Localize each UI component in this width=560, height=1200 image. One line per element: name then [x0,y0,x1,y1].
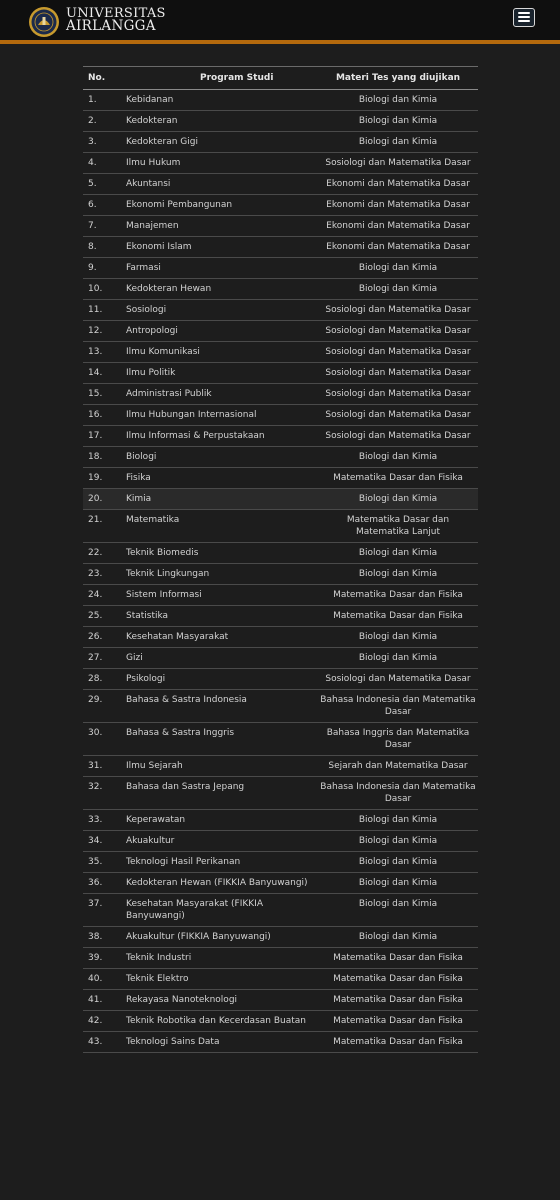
program-name: Kimia [122,489,318,510]
table-row [83,969,478,990]
test-subjects: Sosiologi dan Matematika Dasar [318,669,478,690]
row-number: 16. [83,405,122,426]
row-number: 12. [83,321,122,342]
table-row [83,468,478,489]
university-name[interactable] [66,8,166,32]
test-subjects: Matematika Dasar dan Fisika [318,990,478,1011]
row-number: 34. [83,831,122,852]
row-number: 4. [83,153,122,174]
program-name: Antropologi [122,321,318,342]
program-name: Ekonomi Pembangunan [122,195,318,216]
table-row [83,216,478,237]
test-subjects: Sosiologi dan Matematika Dasar [318,363,478,384]
program-name: Biologi [122,447,318,468]
row-number: 15. [83,384,122,405]
program-name: Farmasi [122,258,318,279]
test-subjects: Matematika Dasar dan Fisika [318,1011,478,1032]
row-number: 6. [83,195,122,216]
table-row [83,447,478,468]
table-row [83,690,478,723]
test-subjects: Ekonomi dan Matematika Dasar [318,174,478,195]
test-subjects: Bahasa Inggris dan Matematika Dasar [318,723,478,756]
test-subjects: Biologi dan Kimia [318,564,478,585]
row-number: 14. [83,363,122,384]
test-subjects: Sosiologi dan Matematika Dasar [318,321,478,342]
table-row [83,948,478,969]
row-number: 37. [83,894,122,927]
row-number: 10. [83,279,122,300]
program-name: Teknik Elektro [122,969,318,990]
table-row [83,237,478,258]
test-subjects: Biologi dan Kimia [318,543,478,564]
table-row [83,990,478,1011]
table-row [83,852,478,873]
row-number: 9. [83,258,122,279]
table-row [83,153,478,174]
table-row [83,111,478,132]
program-name: Rekayasa Nanoteknologi [122,990,318,1011]
table-row [83,174,478,195]
row-number: 29. [83,690,122,723]
program-name: Bahasa dan Sastra Jepang [122,777,318,810]
test-subjects: Ekonomi dan Matematika Dasar [318,195,478,216]
column-header-no: No. [83,67,122,90]
test-subjects: Bahasa Indonesia dan Matematika Dasar [318,777,478,810]
program-name: Akuakultur [122,831,318,852]
table-row [83,810,478,831]
test-subjects: Sosiologi dan Matematika Dasar [318,405,478,426]
row-number: 40. [83,969,122,990]
test-subjects: Biologi dan Kimia [318,258,478,279]
row-number: 13. [83,342,122,363]
test-subjects: Sosiologi dan Matematika Dasar [318,426,478,447]
test-subjects: Biologi dan Kimia [318,279,478,300]
table-row [83,627,478,648]
brand-line-2: AIRLANGGA [66,18,156,34]
row-number: 5. [83,174,122,195]
table-row [83,426,478,447]
test-subjects: Biologi dan Kimia [318,852,478,873]
row-number: 35. [83,852,122,873]
table-row [83,756,478,777]
header-accent-line [0,40,560,44]
row-number: 7. [83,216,122,237]
program-name: Kedokteran Gigi [122,132,318,153]
row-number: 41. [83,990,122,1011]
program-name: Administrasi Publik [122,384,318,405]
test-subjects: Biologi dan Kimia [318,489,478,510]
program-name: Ilmu Sejarah [122,756,318,777]
table-header-row [83,67,478,90]
test-subjects: Biologi dan Kimia [318,648,478,669]
column-header-materi: Materi Tes yang diujikan [318,67,478,90]
row-number: 19. [83,468,122,489]
row-number: 2. [83,111,122,132]
test-subjects: Biologi dan Kimia [318,90,478,111]
test-subjects: Sosiologi dan Matematika Dasar [318,300,478,321]
program-name: Bahasa & Sastra Inggris [122,723,318,756]
test-subjects: Ekonomi dan Matematika Dasar [318,237,478,258]
table-row [83,258,478,279]
test-subjects: Matematika Dasar dan Fisika [318,1032,478,1053]
test-subjects: Biologi dan Kimia [318,831,478,852]
table-row [83,831,478,852]
table-row [83,363,478,384]
test-subjects: Biologi dan Kimia [318,627,478,648]
table-row [83,195,478,216]
program-name: Fisika [122,468,318,489]
test-subjects: Sosiologi dan Matematika Dasar [318,342,478,363]
table-row [83,510,478,543]
program-name: Manajemen [122,216,318,237]
table-row [83,777,478,810]
program-name: Sosiologi [122,300,318,321]
test-subjects: Biologi dan Kimia [318,447,478,468]
table-row [83,927,478,948]
table-body [83,90,478,1053]
table-row [83,90,478,111]
program-name: Teknik Lingkungan [122,564,318,585]
row-number: 18. [83,447,122,468]
test-subjects: Bahasa Indonesia dan Matematika Dasar [318,690,478,723]
hamburger-menu-icon-bar [518,16,530,18]
table-row [83,384,478,405]
table-row [83,723,478,756]
test-subjects: Biologi dan Kimia [318,927,478,948]
program-name: Kesehatan Masyarakat (FIKKIA Banyuwangi) [122,894,318,927]
test-subjects: Matematika Dasar dan Matematika Lanjut [318,510,478,543]
row-number: 38. [83,927,122,948]
table-row [83,279,478,300]
table-row [83,648,478,669]
row-number: 36. [83,873,122,894]
test-subjects: Sosiologi dan Matematika Dasar [318,384,478,405]
test-subjects: Matematika Dasar dan Fisika [318,468,478,489]
program-name: Teknik Biomedis [122,543,318,564]
program-name: Bahasa & Sastra Indonesia [122,690,318,723]
table-row [83,405,478,426]
table-row [83,1032,478,1053]
table-row [83,300,478,321]
row-number: 28. [83,669,122,690]
row-number: 21. [83,510,122,543]
row-number: 17. [83,426,122,447]
test-subjects: Sosiologi dan Matematika Dasar [318,153,478,174]
row-number: 26. [83,627,122,648]
row-number: 25. [83,606,122,627]
test-subject-table-container [83,66,478,1053]
test-subjects: Matematika Dasar dan Fisika [318,606,478,627]
test-subjects: Matematika Dasar dan Fisika [318,969,478,990]
table-row [83,606,478,627]
row-number: 33. [83,810,122,831]
program-name: Ilmu Komunikasi [122,342,318,363]
menu-button[interactable] [513,8,535,27]
column-header-program: Program Studi [122,67,318,90]
program-name: Kedokteran [122,111,318,132]
table-row [83,894,478,927]
test-subject-table [83,66,478,1053]
program-name: Teknik Industri [122,948,318,969]
test-subjects: Matematika Dasar dan Fisika [318,948,478,969]
program-name: Sistem Informasi [122,585,318,606]
row-number: 24. [83,585,122,606]
university-logo-icon[interactable] [28,6,60,38]
table-row [83,669,478,690]
row-number: 11. [83,300,122,321]
row-number: 20. [83,489,122,510]
table-row [83,585,478,606]
table-row [83,543,478,564]
test-subjects: Biologi dan Kimia [318,132,478,153]
program-name: Ilmu Hukum [122,153,318,174]
test-subjects: Ekonomi dan Matematika Dasar [318,216,478,237]
program-name: Keperawatan [122,810,318,831]
row-number: 42. [83,1011,122,1032]
program-name: Akuntansi [122,174,318,195]
row-number: 43. [83,1032,122,1053]
table-row [83,564,478,585]
program-name: Gizi [122,648,318,669]
program-name: Ilmu Hubungan Internasional [122,405,318,426]
test-subjects: Biologi dan Kimia [318,810,478,831]
row-number: 1. [83,90,122,111]
program-name: Statistika [122,606,318,627]
test-subjects: Biologi dan Kimia [318,873,478,894]
site-header [0,0,560,41]
program-name: Ilmu Politik [122,363,318,384]
program-name: Kedokteran Hewan [122,279,318,300]
program-name: Ilmu Informasi & Perpustakaan [122,426,318,447]
program-name: Ekonomi Islam [122,237,318,258]
program-name: Kesehatan Masyarakat [122,627,318,648]
row-number: 23. [83,564,122,585]
table-row [83,132,478,153]
program-name: Kebidanan [122,90,318,111]
test-subjects: Biologi dan Kimia [318,894,478,927]
test-subjects: Biologi dan Kimia [318,111,478,132]
row-number: 30. [83,723,122,756]
table-row [83,342,478,363]
table-row [83,321,478,342]
row-number: 3. [83,132,122,153]
test-subjects: Sejarah dan Matematika Dasar [318,756,478,777]
table-row [83,1011,478,1032]
row-number: 31. [83,756,122,777]
row-number: 32. [83,777,122,810]
hamburger-menu-icon-bar [518,20,530,22]
brand-line-1: UNIVERSITAS [66,6,166,21]
program-name: Akuakultur (FIKKIA Banyuwangi) [122,927,318,948]
test-subjects: Matematika Dasar dan Fisika [318,585,478,606]
program-name: Matematika [122,510,318,543]
row-number: 8. [83,237,122,258]
table-row [83,489,478,510]
table-row [83,873,478,894]
hamburger-menu-icon [518,12,530,14]
program-name: Kedokteran Hewan (FIKKIA Banyuwangi) [122,873,318,894]
row-number: 27. [83,648,122,669]
program-name: Teknik Robotika dan Kecerdasan Buatan [122,1011,318,1032]
program-name: Teknologi Hasil Perikanan [122,852,318,873]
program-name: Psikologi [122,669,318,690]
program-name: Teknologi Sains Data [122,1032,318,1053]
row-number: 22. [83,543,122,564]
row-number: 39. [83,948,122,969]
